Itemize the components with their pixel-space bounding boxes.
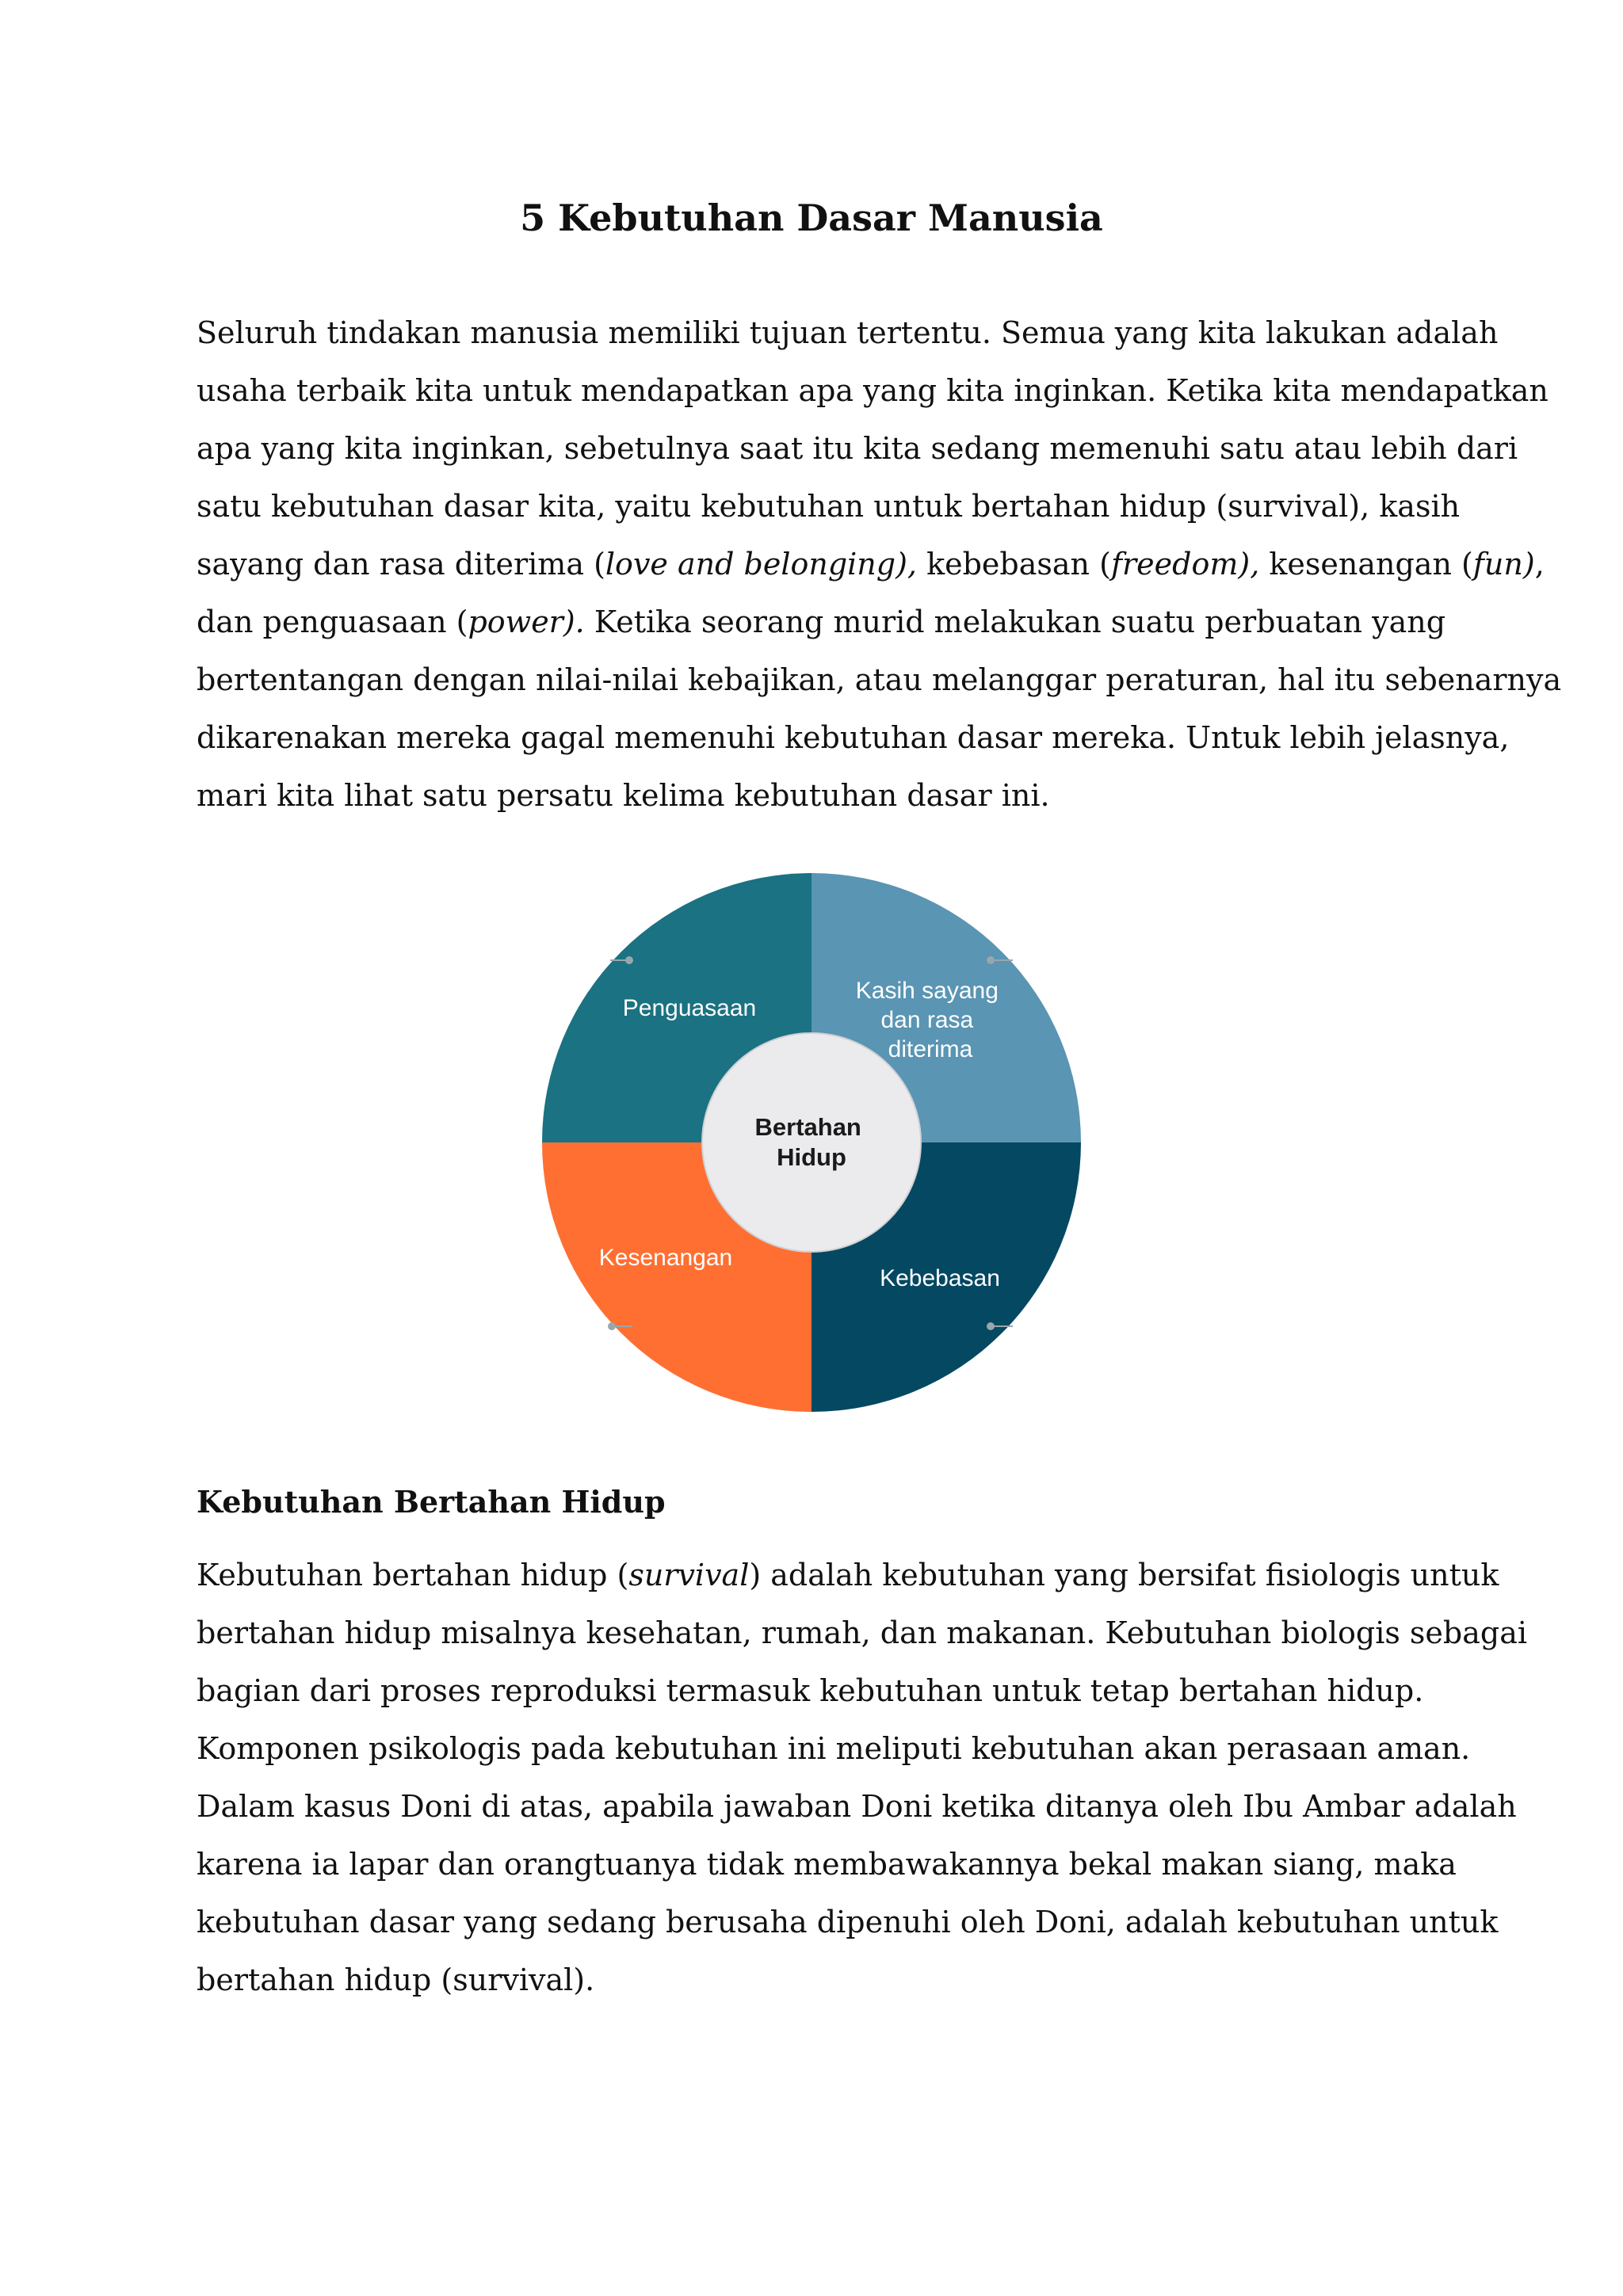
paragraph-line: karena ia lapar dan orangtuanya tidak membawakannya bekal makan siang, maka [197,1847,1457,1882]
paragraph-line: Dalam kasus Doni di atas, apabila jawaban Doni ketika ditanya oleh Ibu Ambar adalah [197,1789,1517,1824]
basic-needs-wheel [542,873,1081,1412]
paragraph-line: apa yang kita inginkan, sebetulnya saat itu kita sedang memenuhi satu atau lebih dari [197,431,1518,466]
basic-needs-diagram [542,873,1081,1412]
center-label: Bertahan Hidup [754,1113,861,1171]
segment-label-kesenangan: Kesenangan [598,1245,733,1271]
intro-paragraph [197,304,1562,825]
paragraph-line: mari kita lihat satu persatu kelima kebutuhan dasar ini. [197,778,1050,813]
page-title: 5 Kebutuhan Dasar Manusia [520,196,1103,239]
center-circle [702,1033,921,1252]
paragraph-line: bertahan hidup misalnya kesehatan, rumah, dan makanan. Kebutuhan biologis sebagai [197,1615,1528,1650]
paragraph-line: Seluruh tindakan manusia memiliki tujuan tertentu. Semua yang kita lakukan adalah [197,315,1499,350]
segment-label-kasih-sayang: Kasih sayang dan rasa diterima [855,978,999,1062]
section-paragraph [197,1547,1528,2009]
segment-label-kebebasan: Kebebasan [880,1265,1000,1291]
paragraph-line: usaha terbaik kita untuk mendapatkan apa yang kita inginkan. Ketika kita mendapatkan [197,373,1549,408]
paragraph-line: bagian dari proses reproduksi termasuk kebutuhan untuk tetap bertahan hidup. [197,1673,1424,1708]
paragraph-line: Kebutuhan bertahan hidup (survival) adalah kebutuhan yang bersifat fisiologis untuk [197,1558,1499,1592]
paragraph-line: bertahan hidup (survival). [197,1962,595,1997]
paragraph-line: kebutuhan dasar yang sedang berusaha dipenuhi oleh Doni, adalah kebutuhan untuk [197,1905,1499,1939]
paragraph-line: dikarenakan mereka gagal memenuhi kebutuhan dasar mereka. Untuk lebih jelasnya, [197,720,1510,755]
paragraph-line: dan penguasaan (power). Ketika seorang murid melakukan suatu perbuatan yang [197,605,1446,639]
paragraph-line: satu kebutuhan dasar kita, yaitu kebutuhan untuk bertahan hidup (survival), kasih [197,489,1461,524]
paragraph-line: Komponen psikologis pada kebutuhan ini meliputi kebutuhan akan perasaan aman. [197,1731,1471,1766]
segment-label-penguasaan: Penguasaan [622,995,757,1021]
paragraph-line: sayang dan rasa diterima (love and belonging), kebebasan (freedom), kesenangan (fun), [197,547,1545,582]
section-heading: Kebutuhan Bertahan Hidup [197,1484,666,1520]
paragraph-line: bertentangan dengan nilai-nilai kebajikan, atau melanggar peraturan, hal itu sebenarnya [197,662,1562,697]
